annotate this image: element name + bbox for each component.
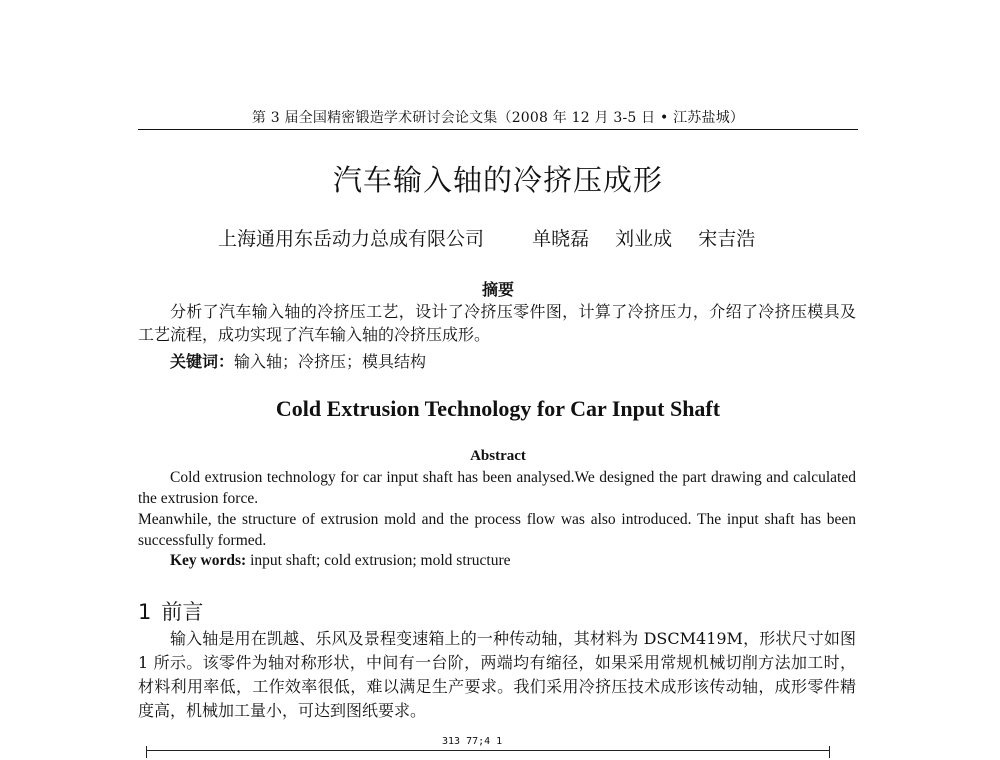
abstract-heading-english: Abstract: [470, 448, 526, 464]
section-heading: [138, 596, 203, 626]
section-title: 前言: [161, 600, 204, 624]
abstract-heading-chinese: 摘要: [481, 280, 514, 299]
author-name: 宋吉浩: [698, 228, 756, 250]
keywords-label-english: Key words:: [170, 552, 247, 569]
affiliation: 上海通用东岳动力总成有限公司: [218, 228, 485, 250]
keywords-english: [170, 552, 511, 570]
author-name: 刘业成: [615, 228, 673, 250]
running-header: 第 3 届全国精密锻造学术研讨会论文集（2008 年 12 月 3-5 日 • 江苏盐城）: [251, 110, 745, 126]
section-body-text: 输入轴是用在凯越、乐风及景程变速箱上的一种传动轴，其材料为 DSCM419M，形状尺寸如图 1 所示。该零件为轴对称形状，中间有一台阶，两端均有缩径，如果采用常规机械切削方法加工时，材料利用率低，工作效率很低，难以满足生产要求。我们采用冷挤压技术成形该传动轴，成形零件精度高，机械加工量小，可达到图纸要求。: [138, 629, 856, 720]
footer-rule: [146, 750, 830, 751]
keywords-chinese: [170, 349, 426, 372]
keywords-label-chinese: 关键词：: [170, 352, 235, 371]
title-english: Cold Extrusion Technology for Car Input Shaft: [275, 396, 721, 421]
abstract-text-chinese: 分析了汽车输入轴的冷挤压工艺，设计了冷挤压零件图，计算了冷挤压力，介绍了冷挤压模具及工艺流程，成功实现了汽车输入轴的冷挤压成形。: [138, 302, 856, 344]
abstract-paragraph-english: Cold extrusion technology for car input shaft has been analysed.We designed the part drawing and calculated the extrusion force.: [138, 469, 856, 507]
author-name: 单晓磊: [532, 228, 590, 250]
header-rule: [138, 129, 858, 130]
abstract-paragraph-english: Meanwhile, the structure of extrusion mold and the process flow was also introduced. The input shaft has been successfully formed.: [138, 511, 856, 549]
author-line: [218, 224, 775, 251]
keywords-value-english: input shaft; cold extrusion; mold structure: [246, 552, 511, 569]
section-number: 1: [138, 600, 152, 624]
footer-code: 313 77;4 1: [438, 736, 506, 747]
keywords-value-chinese: 输入轴；冷挤压；模具结构: [234, 352, 427, 371]
title-chinese: 汽车输入轴的冷挤压成形: [332, 163, 663, 197]
footer-tick: [829, 746, 830, 758]
footer-tick: [146, 746, 147, 758]
